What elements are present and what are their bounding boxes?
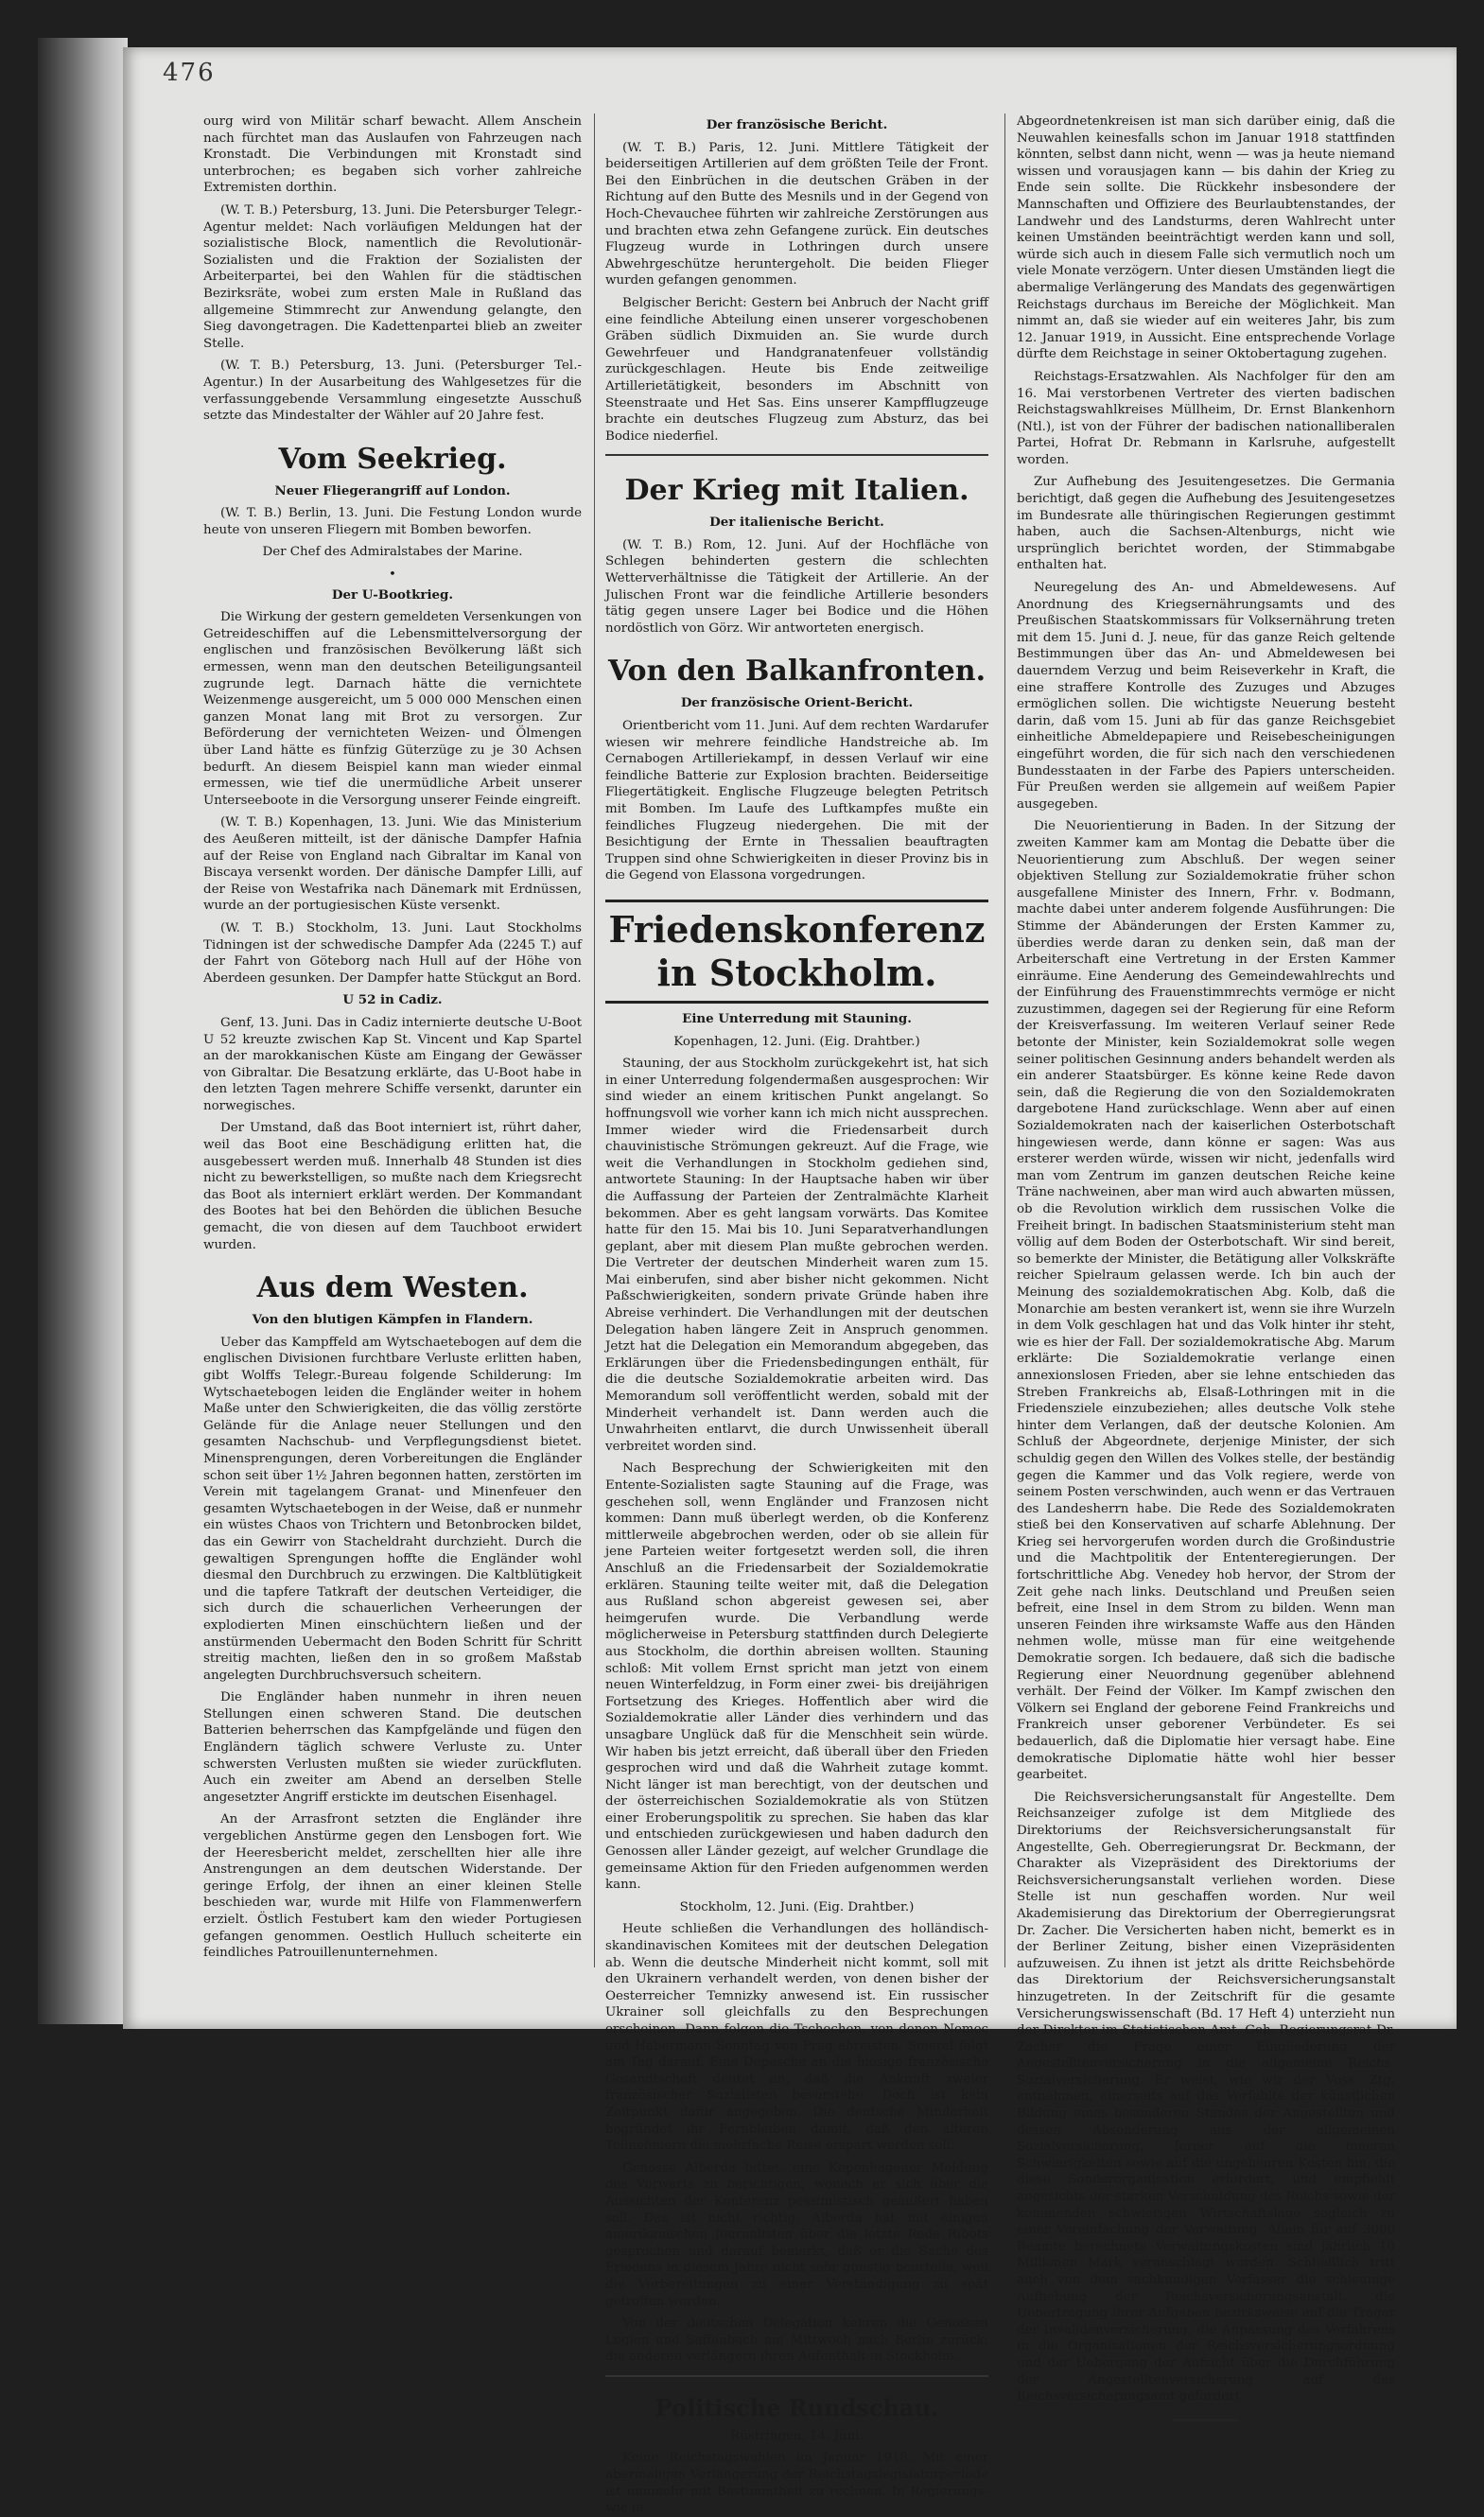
article-paragraph: (W. T. B.) Petersburg, 13. Juni. Die Petersburger Telegr.-Agentur meldet: Nach vorläufigen Meldungen hat der sozialistische Block, namentlich die Revolutionär-Sozialisten und die Fraktion der Sozialisten der Arbeiterpartei, bei den Wahlen für die städtischen Bezirksräte, wobei zum ersten Male in Rußland das allgemeine Stimmrecht zur Anwendung gelangte, den Sieg davongetragen. Die Kadettenpartei blieb an zweiter Stelle. bbox=[203, 202, 582, 351]
article-paragraph: Reichstags-Ersatzwahlen. Als Nachfolger für den am 16. Mai verstorbenen Vertreter des vierten badischen Reichstagswahlkreises Müllheim, Dr. Ernst Blankenhorn (Ntl.), ist von der Führer der badischen nationalliberalen Partei, Hofrat Dr. Rebmann in Karlsruhe, aufgestellt worden. bbox=[1017, 369, 1395, 467]
article-paragraph: Der Umstand, daß das Boot interniert ist, rührt daher, weil das Boot eine Beschädigung erlitten hat, die ausgebessert werden muß. Innerhalb 48 Stunden ist dies nicht zu bewerkstelligen, so mußte nach dem Kriegsrecht das Boot als interniert erklärt werden. Der Kommandant des Bootes hat bei den Behörden die üblichen Besuche gemacht, die von diesen auf dem Tauchboot erwidert wurden. bbox=[203, 1121, 582, 1252]
article-paragraph: Neuregelung des An- und Abmeldewesens. Auf Anordnung des Kriegsernährungsamts und des Preußischen Staatskommissars für Volksernährung treten mit dem 15. Juni d. J. neue, für das ganze Reich geltende Bestimmungen über das An- und Abmeldewesen bei dauerndem Verzug und beim Reiseverkehr in Kraft, die eine straffere Kontrolle des Zuzuges und Abzuges ermöglichen sollen. Die wichtigste Neuerung besteht darin, daß vom 15. Juni ab für das ganze Reichsgebiet einheitliche Abmeldepapiere und Reisebescheinigungen eingeführt worden, die für sich nach den verschiedenen Bundesstaaten in der Farbe des Papiers unterscheiden. Für Preußen werden sie allgemein auf weißem Papier ausgegeben. bbox=[1017, 581, 1395, 812]
article-paragraph: Belgischer Bericht: Gestern bei Anbruch der Nacht griff eine feindliche Abteilung einen unserer vorgeschobenen Gräben südlich Dixmuiden an. Sie wurde durch Gewehrfeuer und Handgranatenfeuer vollständig zurückgeschlagen. Heute bis Ende zeitweilige Artillerietätigkeit, besonders im Abschnitt von Steenstraate und Het Sas. Eins unserer Kampfflugzeuge brachte ein deutsches Flugzeug zum Absturz, das bei Bodice niederfiel. bbox=[605, 295, 988, 444]
article-signature: Der Chef des Admiralstabes der Marine. bbox=[262, 545, 523, 560]
article-paragraph: Heute schließen die Verhandlungen des holländisch-skandinavischen Komitees mit der deutschen Delegation ab. Wenn die deutsche Minderheit nicht kommt, soll mit den Ukrainern verhandelt werden, von denen bisher der Oesterreicher Temnizky anwesend ist. Ein russischer Ukrainer soll gleichfalls zu den Besprechungen erscheinen. Dann folgen die Tschechen, von denen Nemec und Habermann Sonntag von Prag abreisten. Smeral folgt am Tag darauf. Eine Depesche an die hiesige französische Gesandtschaft deutet an, daß die Ankunft zweier französischer Sozialisten bevorstehe. Doch ist kein Zeitpunkt dafür angegeben. Die deutsche Minderheit begründet ihr Fernbleiben damit, daß den älteren Teilnehmern die mehrfache Reise erspart werden soll. bbox=[605, 1922, 988, 2154]
article-paragraph: Keine Reichstagswahlen im Januar 1918. Mit einer abermaligen Verlängerung der Reichstagslegislaturperiode ist nunmehr mit Bestimmtheit zu rechnen. In Regierungs- wie in bbox=[605, 2451, 988, 2516]
section-heading: Aus dem Westen. bbox=[256, 1271, 529, 1305]
section-heading: Der Krieg mit Italien. bbox=[624, 474, 969, 508]
page-number: 476 bbox=[163, 59, 216, 87]
section-heading: Vom Seekrieg. bbox=[278, 442, 507, 476]
article-subheading: Der italienische Bericht. bbox=[709, 515, 884, 531]
article-dateline: Rüstringen, 14. Juni. bbox=[730, 2428, 864, 2443]
article-subheading: Der französische Orient-Bericht. bbox=[680, 695, 914, 711]
section-heading: Politische Rundschau. bbox=[655, 2393, 939, 2421]
column-rule bbox=[594, 114, 595, 1967]
article-paragraph: Die Reichsversicherungsanstalt für Angestellte. Dem Reichsanzeiger zufolge ist dem Mitgliede des Direktoriums der Reichsversicherungsanstalt für Angestellte, Geh. Oberregierungsrat Dr. Beckmann, der Charakter als Vizepräsident des Direktoriums der Reichsversicherungsanstalt verliehen worden. Diese Stelle ist nun geschaffen worden. Nur weil Akademisierung das Direktorium der Oberregierungsrat Dr. Zacher. Die Versicherten haben nicht, bemerkt es in der Berliner Zeitung, bisher einen Vizepräsidenten aufzuweisen. Zu ihnen ist jetzt als dritte Reichsbehörde das Direktorium der Reichsversicherungsanstalt hinzugetreten. In der Zeitschrift für die gesamte Versicherungswissenschaft (Bd. 17 Heft 4) unterzieht nun der Direktor im Statistischen Amt, Geh. Regierungsrat Dr. Zacher die Frage einer Eingliederung der Angestelltenversicherung in die allgemeine Reichs-Sozialversicherung. Er weist, wie wir der Voss. Ztg. entnehmen, einerseits auf das Verfehlte der künstlichen Bildung eines besonderen Standes der Angestellten und dessen Absonderung aus der allgemeinen Sozialversicherung, ferner auf die inneren Schwierigkeiten sowie auf die ungeheuren Kosten hin, die diese Sonderorganisation erfordert, und empfiehlt angesichts der starken Verschuldung des Reichs sowie der kommenden schwierigen Wirtschaftslage sogleich zu einer Vereinfachung der Verwaltung. Allein für auf 3000 Beamte berechnete Verwaltungskosten sind jährlich 10 Millionen Mark veranschlagt worden. Schließlich tritt auch von dem sachkundigen Verfasser die schleunige Aufhebung der Reichsversicherungsanstalt, die Uebertragung ihrer Aufgaben bezirksweise auf die Träger der Invalidenversicherung, die Anpassung des Verfahrens in die Organisationen der Reichsversicherungsordnung und der Uebergang der Aufsicht über die Durchführung der Angestelltenversicherung auf das Reichsversicherungsamt gefordert. bbox=[1017, 1790, 1395, 2404]
article-subheading: Eine Unterredung mit Stauning. bbox=[682, 1010, 912, 1026]
column-3 bbox=[1017, 114, 1395, 2404]
article-dateline: Stockholm, 12. Juni. (Eig. Drahtber.) bbox=[679, 1899, 915, 1914]
article-paragraph: Abgeordnetenkreisen ist man sich darüber einig, daß die Neuwahlen keinesfalls schon im Januar 1918 stattfinden könnten, selbst dann nicht, wenn — was ja heute niemand wissen und vorausjagen kann — bis dahin der Krieg zu Ende sein sollte. Die Rückkehr insbesondere der Mannschaften und Offiziere des Beurlaubtenstandes, der Landwehr und des Landsturms, deren Wahlrecht unter keinen Umständen beeinträchtigt werden kann und soll, würde sich auch in diesem Falle sich vermutlich noch um viele Monate verzögern. Unter diesen Umständen liegt die abermalige Verlängerung des Mandats des gegenwärtigen Reichstags durchaus im Bereiche der Möglichkeit. Man nimmt an, daß sie wieder auf ein weiteres Jahr, bis zum 12. Januar 1919, in Aussicht. Eine entsprechende Vorlage dürfte dem Reichstage in seiner Oktobertagung zugehen. bbox=[1017, 114, 1395, 362]
section-heading: Von den Balkanfronten. bbox=[607, 655, 986, 689]
article-subheading: U 52 in Cadiz. bbox=[342, 992, 443, 1008]
article-paragraph: (W. T. B.) Rom, 12. Juni. Auf der Hochfläche von Schlegen behinderten gestern die schlechten Wetterverhältnisse die Tätigkeit der Artillerie. An der Julischen Front war die feindliche Artillerie besonders tätig gegen unsere Lager bei Bodice und die Höhen nordöstlich von Görz. Wir antworteten energisch. bbox=[605, 537, 988, 636]
separator-star: • bbox=[389, 568, 396, 583]
article-paragraph: (W. T. B.) Petersburg, 13. Juni. (Petersburger Tel.-Agentur.) In der Ausarbeitung des Wahlgesetzes für die verfassunggebende Versammlung eingesetzte Ausschuß setzte das Mindestalter der Wähler auf 20 Jahre fest. bbox=[203, 358, 582, 424]
article-paragraph: Von der deutschen Delegation kehren die Genossen Legien und Saffenbach am Mittwoch nach Berlin zurück; die anderen verlängern ihren Aufenthalt in Stockholm. bbox=[605, 2316, 988, 2365]
article-paragraph: (W. T. B.) Stockholm, 13. Juni. Laut Stockholms Tidningen ist der schwedische Dampfer Ada (2245 T.) auf der Fahrt von Göteborg nach Hull auf der Höhe von Aberdeen gesunken. Der Dampfer hatte Stückgut an Bord. bbox=[203, 920, 582, 986]
article-paragraph: An der Arrasfront setzten die Engländer ihre vergeblichen Anstürme gegen den Lensbogen fort. Wie der Heeresbericht meldet, zerschellten hier alle ihre Anstrengungen an dem deutschen Widerstande. Der geringe Erfolg, der ihnen an einer kleinen Stelle beschieden war, wurde mit Hilfe von Flammenwerfern erzielt. Östlich Festubert kam den wieder Portugiesen gefangen genommen. Oestlich Hulluch scheiterte ein feindliches Patrouillenunternehmen. bbox=[203, 1812, 582, 1961]
article-paragraph: Stauning, der aus Stockholm zurückgekehrt ist, hat sich in einer Unterredung folgendermaßen ausgesprochen: Wir sind wieder an einem kritischen Punkt angelangt. So hoffnungsvoll wie vorher kann ich mich nicht aussprechen. Immer wieder wird die Friedensarbeit durch chauvinistische Strömungen gekreuzt. Auf die Frage, wie weit die Verhandlungen in Stockholm gediehen sind, antwortete Stauning: In der Hauptsache haben wir über die Auffassung der Parteien der Zentralmächte Klarheit bekommen. Aber es geht langsam vorwärts. Das Komitee hatte für den 15. Mai bis 10. Juni Separatverhandlungen geplant, aber mit diesem Plan mußte gebrochen werden. Die Vertreter der deutschen Minderheit waren zum 15. Mai einberufen, sind aber bisher nicht gekommen. Nicht Paßschwierigkeiten, sondern private Gründe haben ihre Abreise verhindert. Die Verhandlungen mit der deutschen Delegation haben längere Zeit in Anspruch genommen. Jetzt hat die Delegation ein Memorandum abgegeben, das Erklärungen über die Friedensbedingungen enthält, für die die deutsche Sozialdemokratie arbeiten wird. Das Memorandum soll veröffentlicht werden, sobald mit der Minderheit verhandelt ist. Dann werden auch die Unwahrheiten entlarvt, die durch Unwissenheit überall verbreitet worden sind. bbox=[605, 1057, 988, 1454]
column-1 bbox=[203, 114, 582, 1986]
section-heading: Friedenskonferenz in Stockholm. bbox=[605, 900, 988, 1004]
article-subheading: Der U-Bootkrieg. bbox=[331, 586, 454, 603]
article-paragraph: Genf, 13. Juni. Das in Cadiz internierte deutsche U-Boot U 52 kreuzte zwischen Kap St. Vincent und Kap Spartel an der marokkanischen Küste am Eingang der Gewässer von Gibraltar. Die Besatzung erklärte, das U-Boot habe in den letzten Tagen mehrere Schiffe versenkt, darunter ein norwegisches. bbox=[203, 1015, 582, 1113]
article-paragraph: Zur Aufhebung des Jesuitengesetzes. Die Germania berichtigt, daß gegen die Aufhebung des Jesuitengesetzes im Bundesrate alle thüringischen Regierungen gestimmt haben, auch die Sachsen-Altenburgs, nicht wie ursprünglich berichtet worden, der Stimmabgabe enthalten hat. bbox=[1017, 475, 1395, 573]
article-paragraph: Die Engländer haben nunmehr in ihren neuen Stellungen einen schweren Stand. Die deutschen Batterien beherrschen das Kampfgelände und fügen den Engländern täglich schwere Verluste zu. Unter schwersten Verlusten mußten sie wieder zurückfluten. Auch ein zweiter am Abend an derselben Stelle angesetzter Angriff erstickte im deutschen Eisenhagel. bbox=[203, 1690, 582, 1805]
column-2 bbox=[605, 114, 988, 2516]
book-spine bbox=[38, 38, 128, 2024]
article-subheading: Von den blutigen Kämpfen in Flandern. bbox=[252, 1312, 533, 1328]
end-rule bbox=[1173, 2419, 1239, 2421]
article-paragraph: Ueber das Kampffeld am Wytschaetebogen auf dem die englischen Divisionen furchtbare Verluste erlitten haben, gibt Wolffs Telegr.-Bureau folgende Schilderung: Im Wytschaetebogen leiden die Engländer weiter in hohem Maße unter den Schwierigkeiten, die das völlig zerstörte Gelände für die Anlage neuer Stellungen und den gesamten Nachschub- und Verpflegungsdienst bietet. Minensprengungen, deren Vorbereitungen die Engländer schon seit über 1½ Jahren begonnen hatten, zerstörten im Verein mit tagelangem Granat- und Minenfeuer den gesamten Wytschaetebogen in der Weise, daß er nunmehr ein wüstes Chaos von Trichtern und Betonbrocken bildet, das ein Gewirr von Stacheldraht durchzieht. Durch die gewaltigen Sprengungen hoffte die Engländer wohl diesmal den Durchbruch zu erzwingen. Die Kaltblütigkeit und die tapfere Tatkraft der deutschen Verteidiger, die sich durch die schauerlichen Verheerungen der explodierten Minen einschüchtern ließen und der anstürmenden Uebermacht den Boden Schritt für Schritt streitig machten, ließen den in so großem Maßstab angelegten Durchbruchsversuch scheitern. bbox=[203, 1335, 582, 1683]
section-rule bbox=[605, 2375, 988, 2377]
article-paragraph: Orientbericht vom 11. Juni. Auf dem rechten Wardarufer wiesen wir mehrere feindliche Handstreiche ab. Im Cernabogen Artilleriekampf, in dessen Verlauf wir eine feindliche Batterie zur Explosion brachten. Beiderseitige Fliegertätigkeit. Englische Flugzeuge belegten Petritsch mit Bomben. Im Laufe des Luftkampfes mußte ein feindliches Flugzeug niedergehen. Die mit der Besichtigung der Ernte in Thessalien beauftragten Truppen sind ohne Schwierigkeiten in dieser Provinz bis in die Gegend von Elassona vorgedrungen. bbox=[605, 719, 988, 883]
article-paragraph: Die Wirkung der gestern gemeldeten Versenkungen von Getreideschiffen auf die Lebensmittelversorgung der englischen und französischen Bevölkerung läßt sich ermessen, wenn man den deutschen Beteiligungsanteil zugrunde legt. Darnach hätte die vernichtete Weizenmenge ausgereicht, um 5 000 000 Menschen einen ganzen Monat lang mit Brot zu versorgen. Zur Beförderung der vernichteten Weizen- und Ölmengen über Land hätte es fünfzig Güterzüge zu je 30 Achsen bedurft. An diesem Beispiel kann man wieder einmal ermessen, wie tief die unermüdliche Arbeit unserer Unterseeboote in die Versorgung unserer Feinde eingreift. bbox=[203, 610, 582, 808]
article-paragraph: (W. T. B.) Kopenhagen, 13. Juni. Wie das Ministerium des Aeußeren mitteilt, ist der dänische Dampfer Hafnia auf der Reise von England nach Gibraltar im Kanal von Biscaya versenkt worden. Der dänische Dampfer Lilli, auf der Reise von Westafrika nach Dänemark mit Erdnüssen, wurde an der portugiesischen Küste versenkt. bbox=[203, 815, 582, 914]
article-paragraph: Genosse Alberda bittet, eine Kopenhagener Meldung des Vorwärts zu berichtigen, wonach er sich über die Aussichten der Konferenz pessimistisch geäußert haben soll. Das ist nicht richtig. Alberda hat mit einigen amerikanischen Journalisten über die letzte Rede Ribots gesprochen und darauf bemerkt, daß er die Sache des Friedens in diesem Jahre nicht sehr günstig beurteile, weil die Vorbereitungen zu einer Verständigung zu spät getroffen werden. bbox=[605, 2160, 988, 2309]
article-paragraph: Nach Besprechung der Schwierigkeiten mit den Entente-Sozialisten sagte Stauning auf die Frage, was geschehen soll, wenn Engländer und Franzosen nicht kommen: Dann muß überlegt werden, ob die Konferenz mittlerweile abgebrochen werden, oder ob sie allein für jene Parteien weiter fortgesetzt werden soll, die ihren Anschluß an die Friedensarbeit der Sozialdemokratie erklären. Stauning teilte weiter mit, daß die Delegation aus Rußland schon abgereist gewesen sei, aber heimgerufen wurde. Die Verbandlung werde möglicherweise in Petersburg stattfinden durch Delegierte aus Stockholm, die dorthin abreisen wollten. Stauning schloß: Mit vollem Ernst spricht man jetzt von einem neuen Winterfeldzug, in Form einer zwei- bis dreijährigen Fortsetzung des Krieges. Hoffentlich aber wird die Sozialdemokratie aller Länder dies verhindern und das unsagbare Unglück daß für die Menschheit sein würde. Wir haben bis jetzt erreicht, daß überall über den Frieden gesprochen wird und daß die Wahrheit zutage kommt. Nicht länger ist man berechtigt, von der deutschen und der österreichischen Sozialdemokratie als von Stützen einer Eroberungspolitik zu sprechen. Sie haben das klar und entschieden zurückgewiesen und haben dadurch den Genossen aller Länder gezeigt, auf welcher Grundlage die gemeinsame Aktion für den Frieden aufgenommen werden kann. bbox=[605, 1461, 988, 1893]
article-paragraph: (W. T. B.) Paris, 12. Juni. Mittlere Tätigkeit der beiderseitigen Artillerien auf dem größten Teile der Front. Bei den Einbrüchen in die deutschen Gräben in der Richtung auf den Butte des Mesnils und in der Gegend von Hoch-Chevauchee führten wir zahlreiche Zerstörungen aus und brachten etwa zehn Gefangene zurück. Ein deutsches Flugzeug wurde in Lothringen durch unsere Abwehrgeschütze heruntergeholt. Die beiden Flieger wurden gefangen genommen. bbox=[605, 140, 988, 288]
article-subheading: Der französische Bericht. bbox=[706, 117, 888, 132]
article-paragraph: ourg wird von Militär scharf bewacht. Allem Anschein nach fürchtet man das Auslaufen von Fahrzeugen nach Kronstadt. Die Verbindungen mit Kronstadt sind unterbrochen; es begaben sich vorher zahlreiche Extremisten dorthin. bbox=[203, 114, 582, 196]
column-rule bbox=[1004, 114, 1005, 1967]
article-subheading: Neuer Fliegerangriff auf London. bbox=[274, 482, 511, 498]
article-dateline: Kopenhagen, 12. Juni. (Eig. Drahtber.) bbox=[673, 1034, 920, 1049]
article-paragraph: (W. T. B.) Berlin, 13. Juni. Die Festung London wurde heute von unseren Fliegern mit Bomben beworfen. bbox=[203, 506, 582, 537]
article-paragraph: Die Neuorientierung in Baden. In der Sitzung der zweiten Kammer kam am Montag die Debatte über die Neuorientierung zum Abschluß. Der wegen seiner objektiven Stellung zur Sozialdemokratie früher schon ausgefallene Minister des Innern, Frhr. v. Bodmann, machte dabei unter anderem folgende Ausführungen: Die Stimme der Abänderungen der Ersten Kammer zu, überdies werde daran zu denken sein, daß man der Arbeiterschaft eine Vertretung in der Ersten Kammer einräume. Eine Aenderung des Gemeindewahlrechts und der Einführung des Frauenstimmrechts vermöge er nicht zuzustimmen, dagegen sei der Regierung für eine Reform der Kreisverfassung. Im weiteren Verlauf seiner Rede betonte der Minister, kein Sozialdemokrat solle wegen seiner politischen Gesinnung anders behandelt werden als ein anderer Staatsbürger. Es könne keine Rede davon sein, daß die Regierung die von den Sozialdemokraten dargebotene Hand zurückschlage. Wenn aber auf einen Sozialdemokraten nach der kaiserlichen Osterbotschaft hingewiesen werde, dann könne er sagen: Was aus ersterer werden würde, wissen wir nicht, jedenfalls wird man vom Zentrum im ganzen deutschen Reiche keine Träne nachweinen, aber man wird auch abwarten müssen, ob die Revolution wirklich dem russischen Volke die Freiheit bringt. In badischen Staatsministerium steht man völlig auf dem Boden der Osterbotschaft. Wir sind bereit, so bemerkte der Minister, die Betätigung aller Volkskräfte reicher Spielraum gelassen werde. Ich bin auch der Meinung des sozialdemokratischen Abg. Kolb, daß die Monarchie am besten verankert ist, wenn sie ihre Wurzeln in dem Volk geschlagen hat und das Volk hinter ihr steht, wie es hier der Fall. Der sozialdemokratische Abg. Marum erklärte: Die Sozialdemokratie verlange einen annexionslosen Frieden, aber sie lehne entschieden das Streben Frankreichs ab, Elsaß-Lothringen mit in die Friedensziele einzubeziehen; alles deutsche Volk stehe hinter dem Verlangen, daß der deutsche Kolonien. Am Schluß der Abgeordnete, derjenige Minister, der sich schuldig gegen den Willen des Volkes stelle, der beständig gegen die Kammer und das Volk regiere, werde von seinem Posten verschwinden, auch wenn er das Vertrauen des Landesherrn habe. Die Rede des Sozialdemokraten stieß bei den Konservativen auf scharfe Ablehnung. Der Krieg sei hervorgerufen worden durch die Großindustrie und die Machtpolitik der Ententeregierungen. Der fortschrittliche Abg. Venedey hob hervor, der Strom der Zeit gehe nach links. Deutschland und Preußen seien befreit, eine Insel in dem Strom zu bilden. Wenn man unseren Feinden ihre wirksamste Waffe aus den Händen nehmen wolle, müsse man für eine weitgehende Demokratie sorgen. Ich bedauere, daß sich die badische Regierung einer Neuordnung gegenüber ablehnend verhält. Der Feind der Völker. Im Kampf zwischen den Völkern sei England der geborene Feind Frankreichs und Frankreich unser geborener Verbündeter. Es sei bedauerlich, daß die Diplomatie hier versagt habe. Eine demokratische Diplomatie hätte wohl hier besser gearbeitet. bbox=[1017, 819, 1395, 1783]
section-rule bbox=[605, 454, 988, 456]
